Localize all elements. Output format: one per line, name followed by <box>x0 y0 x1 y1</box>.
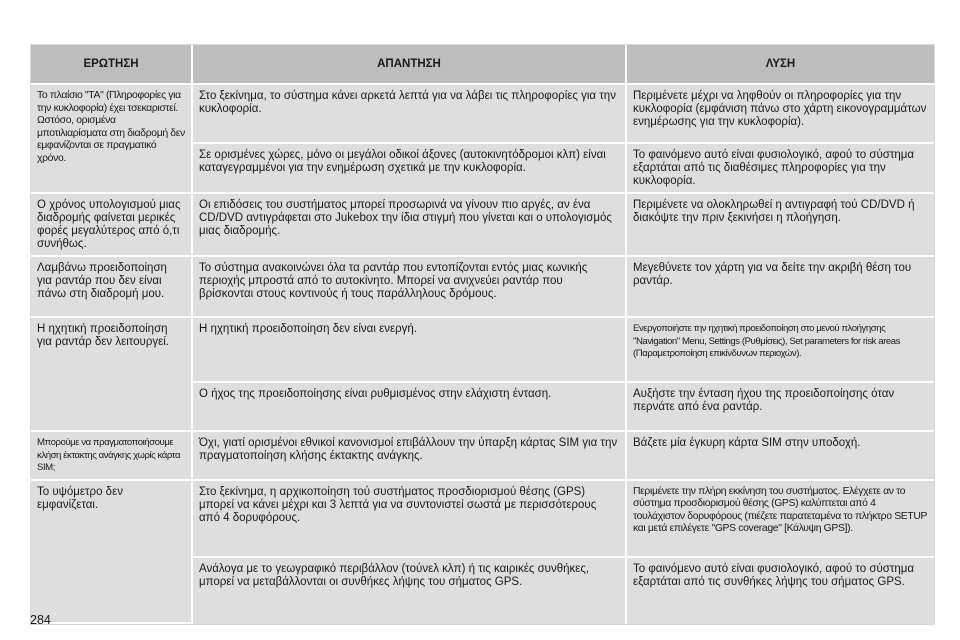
table-row <box>31 318 934 383</box>
answer-cell: Στο ξεκίνημα, η αρχικοποίηση τού συστήματος προσδιορισμού θέσης (GPS) μπορεί να κάνει μέχρι και 3 λεπτά για να συντονιστεί σωστά με περισσότερους από 4 δορυφόρους. <box>193 481 627 558</box>
answer-cell: Η ηχητική προειδοποίηση δεν είναι ενεργή. <box>193 318 627 383</box>
question-cell: Ο χρόνος υπολογισμού μιας διαδρομής φαίνεται μερικές φορές μεγαλύτερος από ό,τι συνήθως. <box>31 194 193 257</box>
header-solution: ΛΥΣΗ <box>627 45 934 85</box>
header-question: ΕΡΩΤΗΣΗ <box>31 45 193 85</box>
table-header-row <box>31 45 934 85</box>
solution-cell: Περιμένετε να ολοκληρωθεί η αντιγραφή τού CD/DVD ή διακόψτε την πριν ξεκινήσει η πλοήγηση. <box>627 194 934 257</box>
solution-cell: Αυξήστε την ένταση ήχου της προειδοποίησης όταν περνάτε από ένα ραντάρ. <box>627 383 934 432</box>
table-row <box>31 257 934 318</box>
solution-cell: Το φαινόμενο αυτό είναι φυσιολογικό, αφού το σύστημα εξαρτάται από τις διαθέσιμες πληροφορίες για την κυκλοφορία. <box>627 144 934 194</box>
answer-cell: Σε ορισμένες χώρες, μόνο οι μεγάλοι οδικοί άξονες (αυτοκινητόδρομοι κλπ) είναι καταγεγραμμένοι για την ενημέρωση σχετικά με την κυκλοφορία. <box>193 144 627 194</box>
header-answer: ΑΠΑΝΤΗΣΗ <box>193 45 627 85</box>
solution-cell: Το φαινόμενο αυτό είναι φυσιολογικό, αφού το σύστημα εξαρτάται από τις συνθήκες λήψης του σήματος GPS. <box>627 558 934 624</box>
solution-cell: Περιμένετε μέχρι να ληφθούν οι πληροφορίες για την κυκλοφορία (εμφάνιση πάνω στο χάρτη εικονογραμμάτων ενημέρωσης για την κυκλοφορία). <box>627 85 934 144</box>
solution-cell: Περιμένετε την πλήρη εκκίνηση του συστήματος. Ελέγχετε αν το σύστημα προσδιορισμού θέσης (GPS) καλύπτεται από 4 τουλάχιστον δορυφόρους (πιέζετε παρατεταμένα το πλήκτρο SETUP και μετά επιλέγετε "GPS coverage" [Κάλυψη GPS]). <box>627 481 934 558</box>
answer-cell: Ο ήχος της προειδοποίησης είναι ρυθμισμένος στην ελάχιστη ένταση. <box>193 383 627 432</box>
question-cell: Λαμβάνω προειδοποίηση για ραντάρ που δεν είναι πάνω στη διαδρομή μου. <box>31 257 193 318</box>
answer-cell: Οι επιδόσεις του συστήματος μπορεί προσωρινά να γίνουν πιο αργές, αν ένα CD/DVD αντιγράφεται στο Jukebox την ίδια στιγμή που γίνεται και ο υπολογισμός μιας διαδρομής. <box>193 194 627 257</box>
solution-cell: Βάζετε μία έγκυρη κάρτα SIM στην υποδοχή. <box>627 432 934 481</box>
question-cell: Μπορούμε να πραγματοποιήσουμε κλήση έκτακτης ανάγκης χωρίς κάρτα SIM; <box>31 432 193 481</box>
answer-cell: Ανάλογα με το γεωγραφικό περιβάλλον (τούνελ κλπ) ή τις καιρικές συνθήκες, μπορεί να μεταβάλλονται οι συνθήκες λήψης του σήματος GPS. <box>193 558 627 624</box>
question-cell: Το υψόμετρο δεν εμφανίζεται. <box>31 481 193 624</box>
answer-cell: Όχι, γιατί ορισμένοι εθνικοί κανονισμοί επιβάλλουν την ύπαρξη κάρτας SIM για την πραγματοποίηση κλήσης έκτακτης ανάγκης. <box>193 432 627 481</box>
question-cell: Το πλαίσιο "TA" (Πληροφορίες για την κυκλοφορία) έχει τσεκαριστεί. Ωστόσο, ορισμένα μποτιλιαρίσματα στη διαδρομή δεν εμφανίζονται σε πραγματικό χρόνο. <box>31 85 193 194</box>
solution-cell: Ενεργοποιήστε την ηχητική προειδοποίηση στο μενού πλοήγησης "Navigation" Menu, Settings (Ρυθμίσεις), Set parameters for risk areas (Παραμετροποίηση επικίνδυνων περιοχών). <box>627 318 934 383</box>
table-row <box>31 481 934 558</box>
solution-cell: Μεγεθύνετε τον χάρτη για να δείτε την ακριβή θέση του ραντάρ. <box>627 257 934 318</box>
answer-cell: Το σύστημα ανακοινώνει όλα τα ραντάρ που εντοπίζονται εντός μιας κωνικής περιοχής μπροστά από το αυτοκίνητο. Μπορεί να ανιχνεύει ραντάρ που βρίσκονται στους κοντινούς ή τους παράλληλους δρόμους. <box>193 257 627 318</box>
page-number: 284 <box>30 613 51 627</box>
faq-table <box>31 45 934 624</box>
table-row <box>31 432 934 481</box>
faq-table-container <box>30 44 935 625</box>
table-row <box>31 85 934 144</box>
question-cell: Η ηχητική προειδοποίηση για ραντάρ δεν λειτουργεί. <box>31 318 193 432</box>
answer-cell: Στο ξεκίνημα, το σύστημα κάνει αρκετά λεπτά για να λάβει τις πληροφορίες για την κυκλοφορία. <box>193 85 627 144</box>
table-row <box>31 194 934 257</box>
